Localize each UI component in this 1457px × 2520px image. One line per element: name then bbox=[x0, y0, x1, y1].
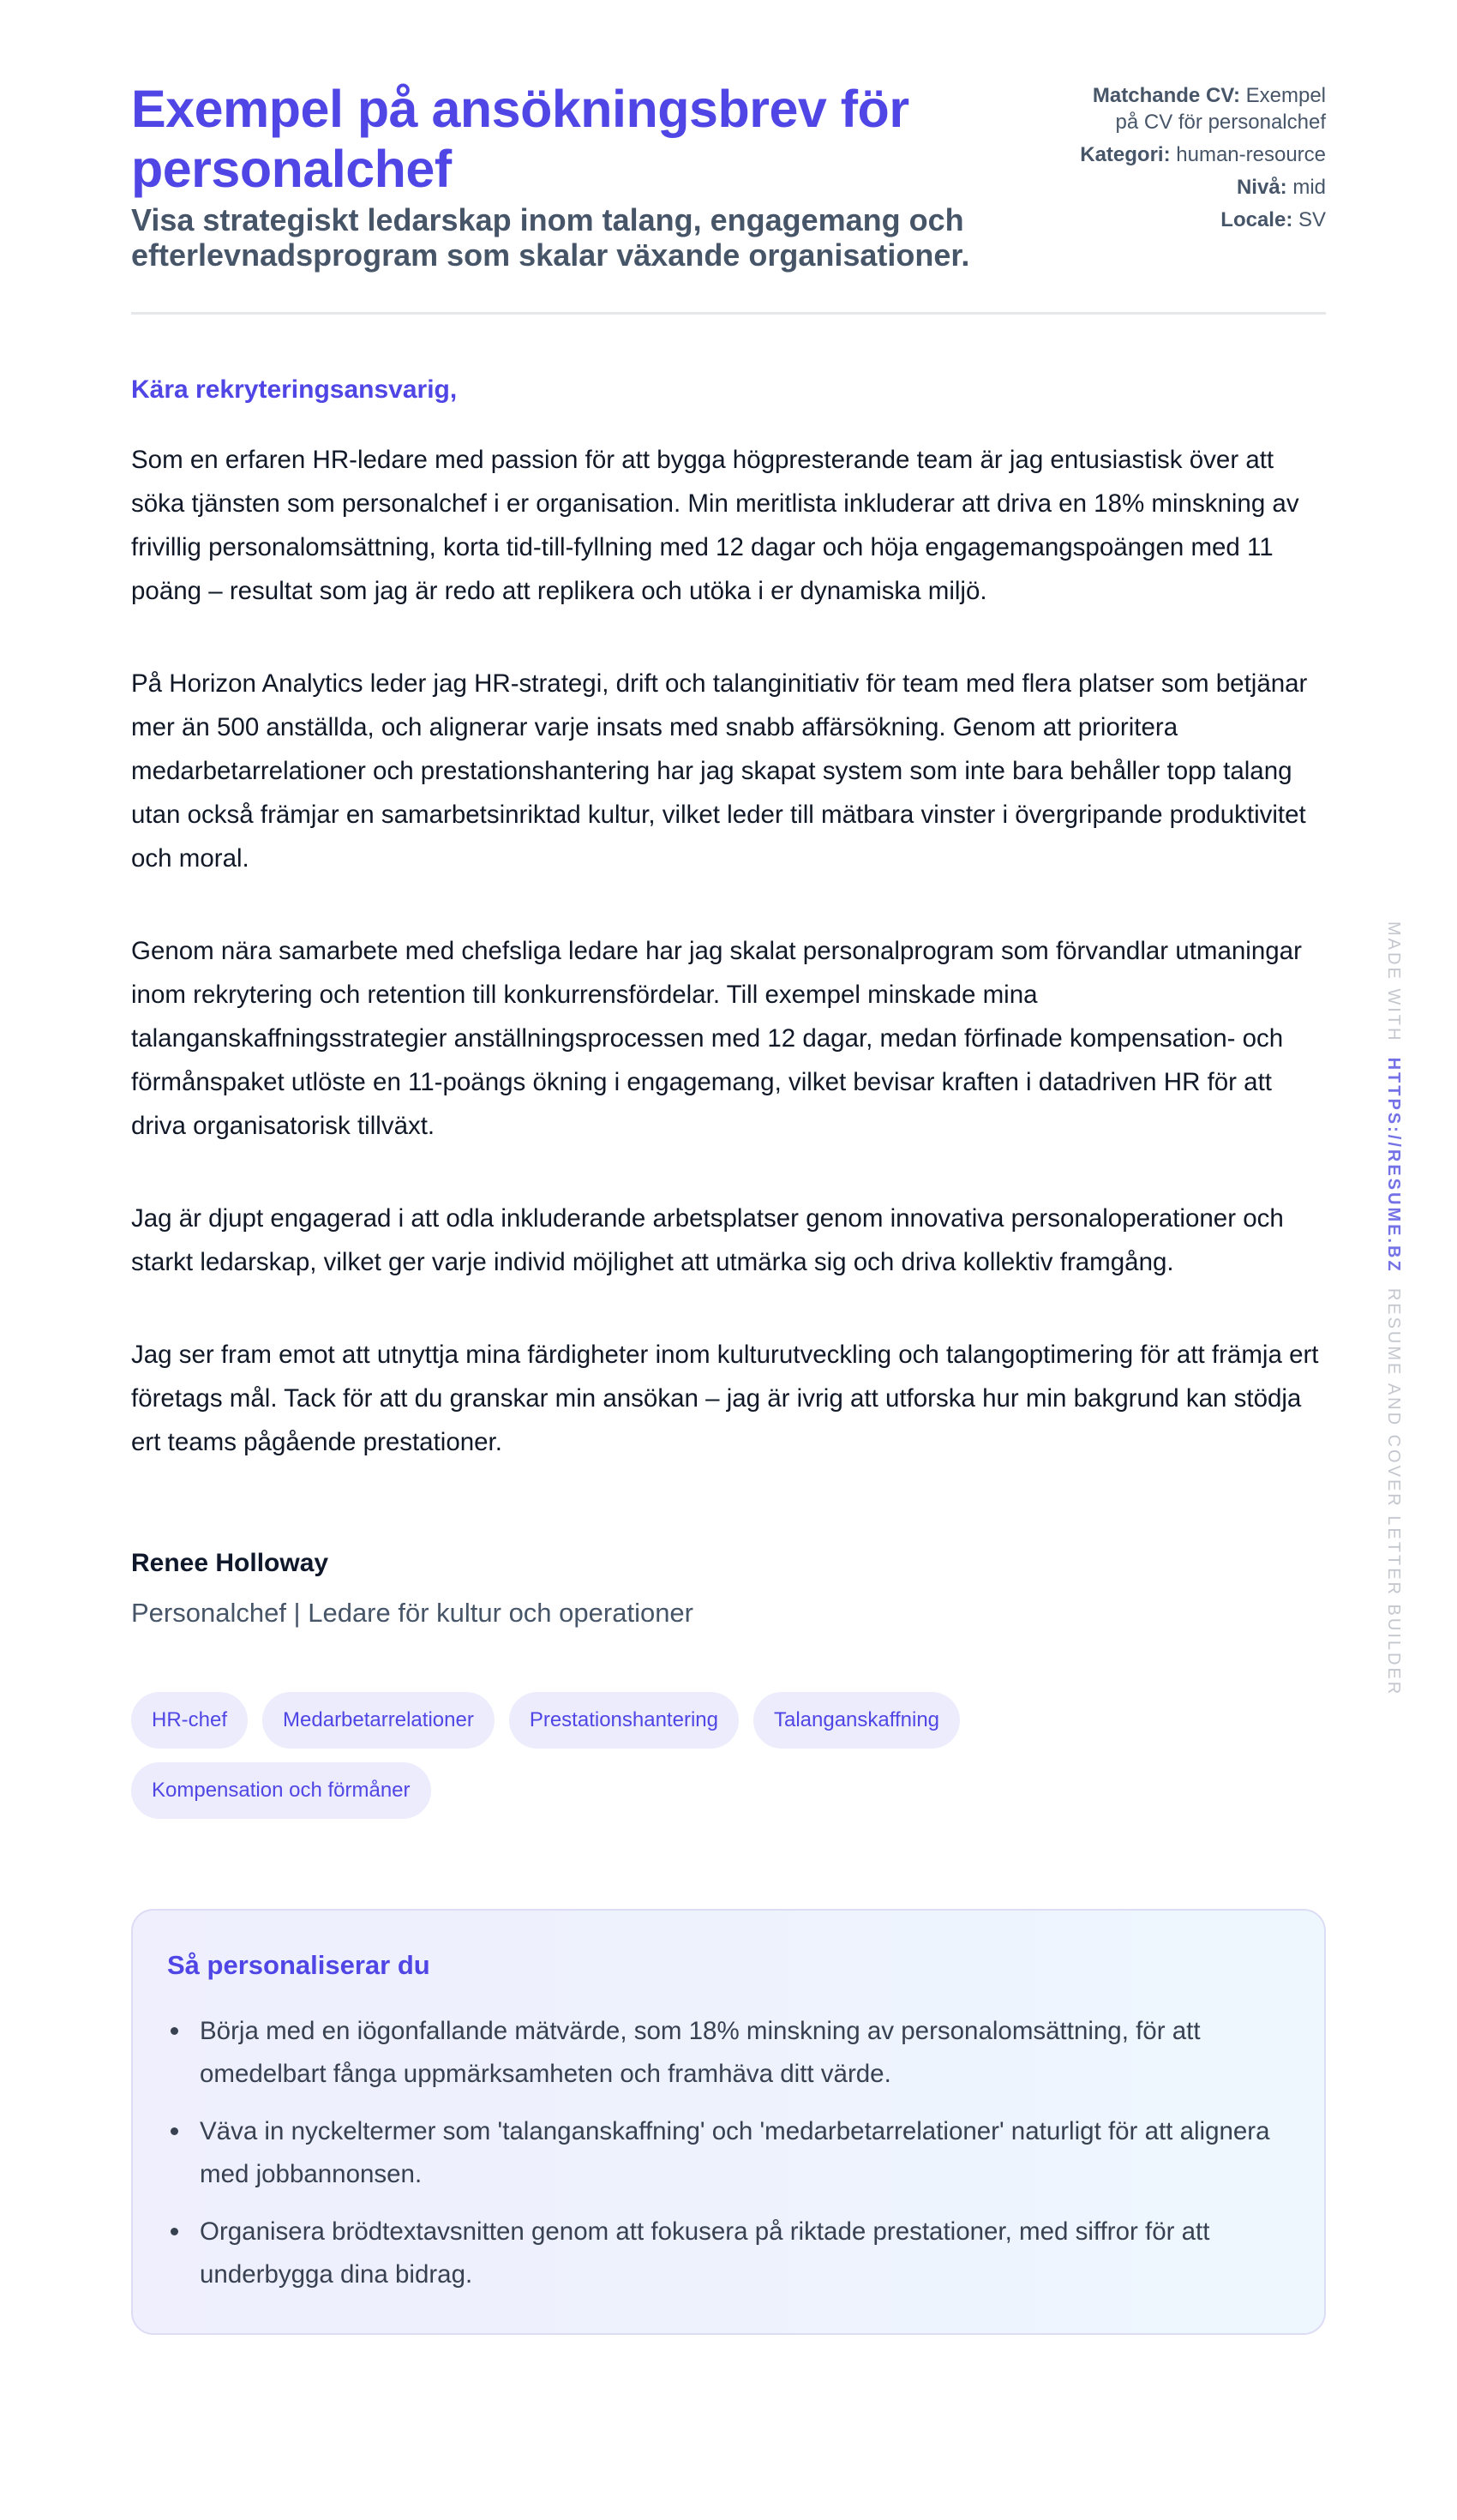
watermark-suffix: RESUME AND COVER LETTER BUILDER bbox=[1384, 1287, 1403, 1697]
tip-text: Organisera brödtextavsnitten genom att fokusera på riktade prestationer, med siffror för att underbygga dina bidrag. bbox=[200, 2217, 1210, 2289]
letter-paragraph: Som en erfaren HR-ledare med passion för att bygga högpresterande team är jag entusiastisk över att söka tjänsten som personalchef i er organisation. Min meritlista inkluderar att driva en 18% minskning av frivillig personalomsättning, korta tid-till-fyllning med 12 dagar och höja engagemangspoängen med 11 poäng – resultat som jag är redo att replikera och utöka i er dynamiska miljö. bbox=[131, 446, 1299, 605]
letter-body bbox=[131, 373, 1326, 1464]
tip-item bbox=[200, 2010, 1290, 2096]
meta-key: Locale: bbox=[1220, 208, 1293, 231]
tips-list bbox=[167, 2010, 1290, 2296]
watermark-link[interactable]: HTTPS://RESUME.BZ bbox=[1384, 1057, 1403, 1274]
meta-matching-cv bbox=[1077, 82, 1326, 135]
meta-locale bbox=[1077, 207, 1326, 233]
bullet-icon bbox=[171, 2027, 178, 2035]
tag-prestationshantering[interactable]: Prestationshantering bbox=[509, 1692, 739, 1749]
tip-item bbox=[200, 2211, 1290, 2296]
meta-matching-cv-link[interactable]: Exempel på CV för personalchef bbox=[1115, 84, 1326, 134]
salutation: Kära rekryteringsansvarig, bbox=[131, 375, 458, 404]
signature-role: Personalchef | Ledare för kultur och operationer bbox=[131, 1598, 693, 1628]
letter-paragraph: Jag ser fram emot att utnyttja mina färdigheter inom kulturutveckling och talangoptimering för att främja ert företags mål. Tack för att du granskar min ansökan – jag är ivrig att utforska hur min bakgrund kan stödja ert teams pågående prestationer. bbox=[131, 1341, 1319, 1456]
signature-name: Renee Holloway bbox=[131, 1549, 329, 1577]
tag-kompensation[interactable]: Kompensation och förmåner bbox=[131, 1762, 431, 1819]
watermark-prefix: MADE WITH bbox=[1384, 921, 1403, 1043]
watermark bbox=[1382, 921, 1406, 1697]
tag-talanganskaffning[interactable]: Talanganskaffning bbox=[753, 1692, 960, 1749]
meta-info bbox=[1077, 82, 1326, 239]
page-subtitle: Visa strategiskt ledarskap inom talang, engagemang och efterlevnadsprogram som skalar växande organisationer. bbox=[131, 202, 970, 273]
cover-letter-page bbox=[131, 0, 1326, 2335]
tip-text: Börja med en iögonfallande mätvärde, som 18% minskning av personalomsättning, för att omedelbart fånga uppmärksamheten och framhäva ditt värde. bbox=[200, 2017, 1201, 2088]
meta-key: Nivå: bbox=[1236, 176, 1287, 199]
meta-value: human-resource bbox=[1176, 143, 1326, 166]
skill-tags bbox=[131, 1692, 1074, 1819]
letter-paragraph: På Horizon Analytics leder jag HR-strategi, drift och talanginitiativ för team med flera platser som betjänar mer än 500 anställda, och alignerar varje insats med snabb affärsökning. Genom att prioritera medarbetarrelationer och prestationshantering har jag skapat system som inte bara behåller topp talang utan också främjar en samarbetsinriktad kultur, vilket leder till mätbara vinster i övergripande produktivitet och moral. bbox=[131, 669, 1308, 873]
letter-paragraph: Genom nära samarbete med chefsliga ledare har jag skalat personalprogram som förvandlar utmaningar inom rekrytering och retention till konkurrensfördelar. Till exempel minskade mina talanganskaffningsstrategier anställningsprocessen med 12 dagar, medan förfinade kompensation- och förmånspaket utlöste en 11-poängs ökning i engagemang, vilket bevisar kraften i datadriven HR för att driva organisatorisk tillväxt. bbox=[131, 937, 1302, 1140]
tag-medarbetarrelationer[interactable]: Medarbetarrelationer bbox=[262, 1692, 495, 1749]
tag-hr-chef[interactable]: HR-chef bbox=[131, 1692, 248, 1749]
meta-key: Matchande CV: bbox=[1092, 84, 1240, 107]
tip-text: Väva in nyckeltermer som 'talanganskaffning' och 'medarbetarrelationer' naturligt för att alignera med jobbannonsen. bbox=[200, 2117, 1270, 2188]
personalization-tips bbox=[131, 1909, 1326, 2335]
meta-category bbox=[1077, 141, 1326, 168]
bullet-icon bbox=[171, 2127, 178, 2135]
meta-value: mid bbox=[1292, 176, 1326, 199]
tips-heading: Så personaliserar du bbox=[167, 1950, 430, 1980]
letter-paragraph: Jag är djupt engagerad i att odla inkluderande arbetsplatser genom innovativa personaloperationer och starkt ledarskap, vilket ger varje individ möjlighet att utmärka sig och driva kollektiv framgång. bbox=[131, 1204, 1284, 1276]
page-title: Exempel på ansökningsbrev för personalchef bbox=[131, 80, 909, 198]
meta-key: Kategori: bbox=[1080, 143, 1171, 166]
signature bbox=[131, 1546, 1326, 1630]
page-header bbox=[131, 0, 1326, 315]
meta-value: SV bbox=[1298, 208, 1326, 231]
meta-level bbox=[1077, 174, 1326, 201]
bullet-icon bbox=[171, 2228, 178, 2235]
tip-item bbox=[200, 2110, 1290, 2196]
